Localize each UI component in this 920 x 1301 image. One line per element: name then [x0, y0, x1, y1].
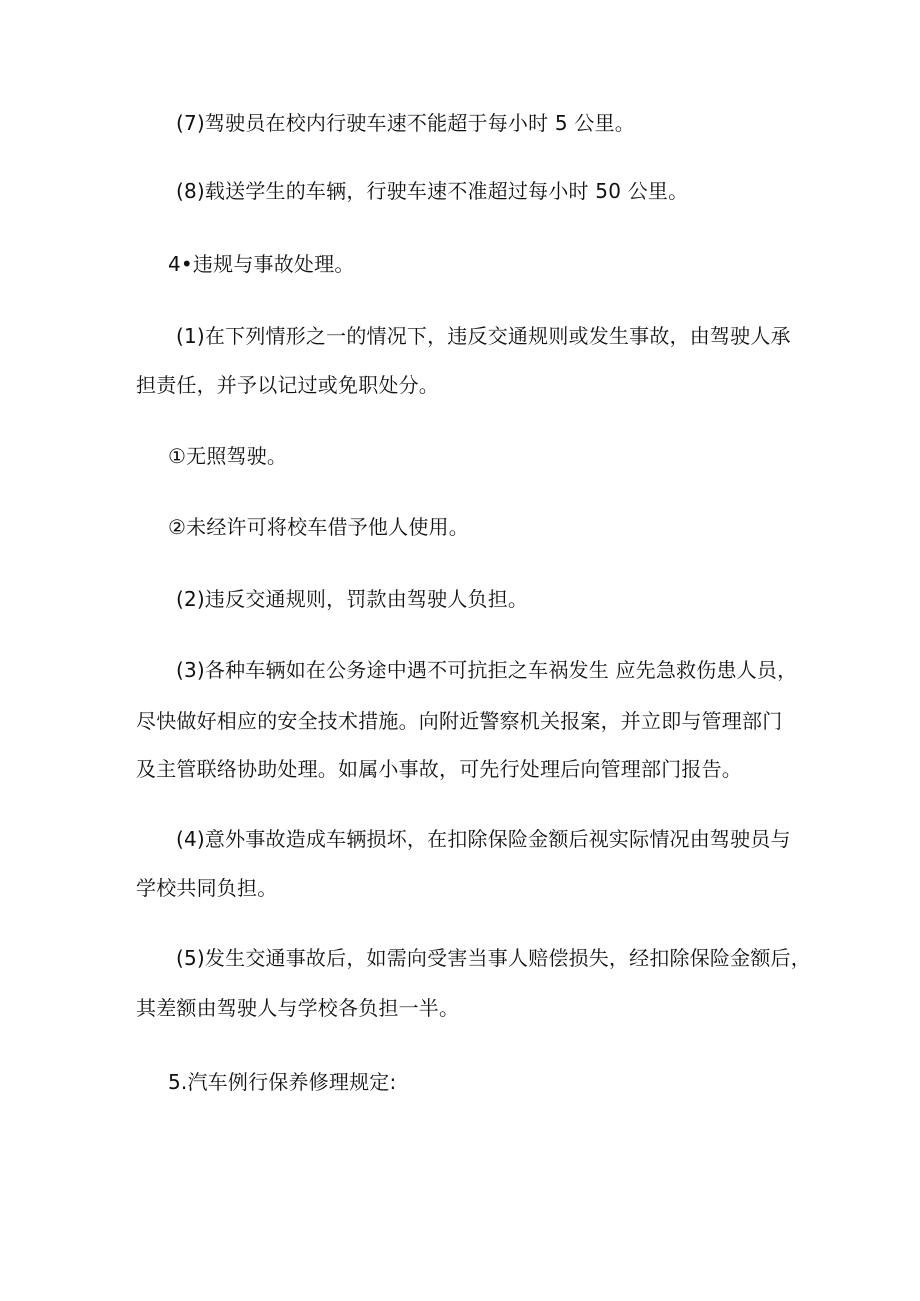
- text-line: ②未经许可将校车借予他人使用。: [168, 515, 469, 539]
- text-line: (4)意外事故造成车辆损坏，在扣除保险金额后视实际情况由驾驶员与: [176, 827, 791, 851]
- text-line: 担责任，并予以记过或免职处分。: [136, 373, 439, 397]
- text-line: (2)违反交通规则，罚款由驾驶人负担。: [176, 587, 529, 611]
- text-line: 其差额由驾驶人与学校各负担一半。: [136, 996, 460, 1020]
- text-line: (7)驾驶员在校内行驶车速不能超于每小时 5 公里。: [176, 111, 635, 135]
- text-line: (3)各种车辆如在公务途中遇不可抗拒之车祸发生 应先急救伤患人员，: [176, 658, 798, 682]
- text-line: (8)载送学生的车辆，行驶车速不准超过每小时 50 公里。: [176, 179, 689, 203]
- section-heading: 5.汽车例行保养修理规定:: [168, 1070, 397, 1094]
- section-heading: 4•违规与事故处理。: [168, 252, 355, 276]
- text-line: ①无照驾驶。: [168, 444, 288, 468]
- text-line: (5)发生交通事故后，如需向受害当事人赔偿损失，经扣除保险金额后，: [176, 946, 811, 970]
- text-line: 及主管联络协助处理。如属小事故，可先行处理后向管理部门报告。: [136, 757, 742, 781]
- text-line: 学校共同负担。: [136, 876, 278, 900]
- text-line: 尽快做好相应的安全技术措施。向附近警察机关报案，并立即与管理部门: [136, 709, 783, 733]
- text-line: (1)在下列情形之一的情况下，违反交通规则或发生事故，由驾驶人承: [176, 324, 791, 348]
